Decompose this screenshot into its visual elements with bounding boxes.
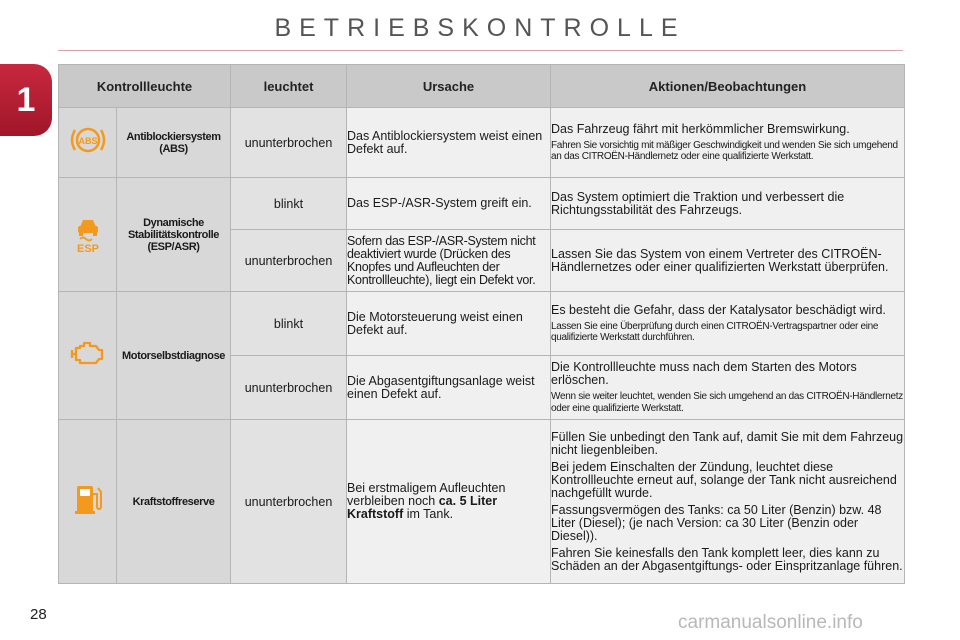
header-leuchtet: leuchtet xyxy=(231,65,347,108)
light-state: ununterbrochen xyxy=(231,108,347,178)
table-row xyxy=(59,292,905,356)
light-actions xyxy=(551,108,905,178)
abs-warning-icon xyxy=(68,124,108,161)
icon-cell xyxy=(59,108,117,178)
light-name: Motorselbstdiagnose xyxy=(117,292,231,420)
watermark: carmanualsonline.info xyxy=(678,612,863,633)
fuel-pump-icon xyxy=(71,482,105,521)
page-number: 28 xyxy=(30,606,47,623)
icon-cell xyxy=(59,292,117,420)
light-cause: Die Abgasentgiftungsanlage weist einen Defekt auf. xyxy=(347,356,551,420)
svg-text:ESP: ESP xyxy=(76,243,99,253)
table-header-row xyxy=(59,65,905,108)
table-row xyxy=(59,420,905,584)
action-text: Das Fahrzeug fährt mit herkömmlicher Bremswirkung. xyxy=(551,121,850,136)
header-ursache: Ursache xyxy=(347,65,551,108)
light-cause: Sofern das ESP-/ASR-System nicht deaktiviert wurde (Drücken des Knopfes und Aufleuchten der Kontrollleuchte), liegt ein Defekt vor. xyxy=(347,230,551,292)
table-row xyxy=(59,108,905,178)
action-text: Fahren Sie vorsichtig mit mäßiger Geschwindigkeit und wenden Sie sich umgehend an das CITROËN-Händlernetz oder eine qualifizierte Werkstatt. xyxy=(551,139,898,162)
action-text: Wenn sie weiter leuchtet, wenden Sie sich umgehend an das CITROËN-Händlernetz oder eine qualifizierte Werkstatt. xyxy=(551,391,903,414)
action-text: Lassen Sie das System von einem Vertreter des CITROËN-Händlernetzes oder einer qualifizierten Werkstatt überprüfen. xyxy=(551,246,889,274)
action-text: Füllen Sie unbedingt den Tank auf, damit Sie mit dem Fahrzeug nicht liegenbleiben. xyxy=(551,429,904,457)
light-cause: Das ESP-/ASR-System greift ein. xyxy=(347,178,551,230)
light-actions xyxy=(551,178,905,230)
light-name: Antiblockiersystem (ABS) xyxy=(117,108,231,178)
header-kontrollleuchte: Kontrollleuchte xyxy=(59,65,231,108)
icon-cell xyxy=(59,178,117,292)
light-cause xyxy=(347,420,551,584)
header-aktionen: Aktionen/Beobachtungen xyxy=(551,65,905,108)
action-text: Es besteht die Gefahr, dass der Katalysator beschädigt wird. xyxy=(551,302,886,317)
light-state: ununterbrochen xyxy=(231,356,347,420)
action-text: Lassen Sie eine Überprüfung durch einen CITROËN-Vertragspartner oder eine qualifizierte Werkstatt durchführen. xyxy=(551,320,879,343)
engine-warning-icon xyxy=(68,338,108,373)
light-state: blinkt xyxy=(231,292,347,356)
light-state: blinkt xyxy=(231,178,347,230)
chapter-tab[interactable]: 1 xyxy=(0,64,52,136)
icon-cell xyxy=(59,420,117,584)
light-state: ununterbrochen xyxy=(231,420,347,584)
light-actions xyxy=(551,230,905,292)
light-state: ununterbrochen xyxy=(231,230,347,292)
title-divider xyxy=(58,50,903,51)
cause-text: Bei erstmaligem Aufleuchten verbleiben noch xyxy=(347,481,506,508)
cause-bold-text: ca. 5 Liter Kraftstoff xyxy=(347,494,498,521)
action-text: Fahren Sie keinesfalls den Tank komplett leer, dies kann zu Schäden an der Abgasentgiftungs- oder Einspritzanlage führen. xyxy=(551,545,903,573)
action-text: Fassungsvermögen des Tanks: ca 50 Liter (Benzin) bzw. 48 Liter (Diesel); (je nach Version: ca 30 Liter (Benzin oder Diesel)). xyxy=(551,502,882,543)
page-title: BETRIEBSKONTROLLE xyxy=(274,14,686,42)
svg-text:ABS: ABS xyxy=(77,136,98,146)
table-row xyxy=(59,178,905,230)
light-actions xyxy=(551,292,905,356)
warning-lights-table xyxy=(58,64,905,584)
light-actions xyxy=(551,356,905,420)
cause-text: im Tank. xyxy=(403,507,454,521)
action-text: Das System optimiert die Traktion und verbessert die Richtungsstabilität des Fahrzeugs. xyxy=(551,189,845,217)
light-name: Dynamische Stabilitätskontrolle (ESP/ASR) xyxy=(117,178,231,292)
light-actions xyxy=(551,420,905,584)
action-text: Bei jedem Einschalten der Zündung, leuchtet diese Kontrollleuchte erneut auf, solange der Tank nicht ausreichend nachgefüllt wurde. xyxy=(551,459,897,500)
light-cause: Die Motorsteuerung weist einen Defekt auf. xyxy=(347,292,551,356)
light-name: Kraftstoffreserve xyxy=(117,420,231,584)
light-cause: Das Antiblockiersystem weist einen Defekt auf. xyxy=(347,108,551,178)
esp-warning-icon xyxy=(68,211,108,258)
action-text: Die Kontrollleuchte muss nach dem Starten des Motors erlöschen. xyxy=(551,360,857,387)
